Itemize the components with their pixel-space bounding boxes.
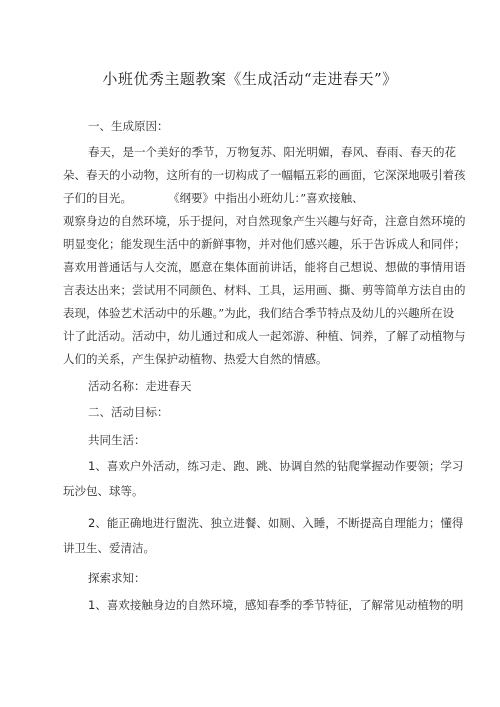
- section-heading-reason: 一、生成原因：: [88, 119, 169, 133]
- goal-item-cont: 玩沙包、球等。: [63, 484, 144, 498]
- document-title: 小班优秀主题教案《生成活动“走进春天”》: [102, 70, 398, 88]
- activity-name: 活动名称：走进春天: [88, 379, 192, 393]
- paragraph-line: 朵、春天的小动物，这所有的一切构成了一幅幅五彩的画面，它深深地吸引着孩: [63, 168, 466, 182]
- subheading-common-life: 共同生活：: [88, 433, 146, 447]
- paragraph-line-start: 子们的目光。: [63, 191, 132, 205]
- paragraph-line: 春天，是一个美好的季节，万物复苏、阳光明媚，春风、春雨、春天的花: [88, 145, 456, 159]
- goal-item: 1、喜欢户外活动，练习走、跑、跳、协调自然的钻爬掌握动作要领；学习: [88, 459, 464, 473]
- paragraph-line: 言表达出来；尝试用不同颜色、材料、工具，运用画、撕、剪等简单方法自由的: [63, 283, 466, 297]
- subheading-explore: 探索求知：: [88, 571, 146, 585]
- paragraph-line: 明显变化；能发现生活中的新鲜事物，并对他们感兴趣，乐于告诉成人和同伴；: [63, 237, 466, 251]
- goal-item: 2、能正确地进行盥洗、独立进餐、如厕、入睡，不断提高自理能力；懂得: [88, 516, 464, 530]
- paragraph-line: 计了此活动。活动中，幼儿通过和成人一起郊游、种植、饲养，了解了动植物与: [63, 329, 466, 343]
- paragraph-line: 人们的关系，产生保护动植物、热爱大自然的情感。: [63, 352, 328, 366]
- goal-item-cont: 讲卫生、爱清洁。: [63, 541, 155, 555]
- goal-item: 1、喜欢接触身边的自然环境，感知春季的季节特征，了解常见动植物的明: [88, 598, 464, 612]
- paragraph-line: 表现，体验艺术活动中的乐趣。”为此，我们结合季节特点及幼儿的兴趣所在设: [63, 306, 455, 320]
- section-heading-goals: 二、活动目标：: [88, 405, 169, 419]
- paragraph-line: [63, 190, 364, 206]
- paragraph-line: 喜欢用普通话与人交流，愿意在集体面前讲话，能将自己想说、想做的事情用语: [63, 260, 466, 274]
- paragraph-line: 观察身边的自然环境，乐于提问，对自然现象产生兴趣与好奇，注意自然环境的: [63, 214, 466, 228]
- paragraph-line-end: 《纲要》中指出小班幼儿：”喜欢接触、: [168, 191, 364, 205]
